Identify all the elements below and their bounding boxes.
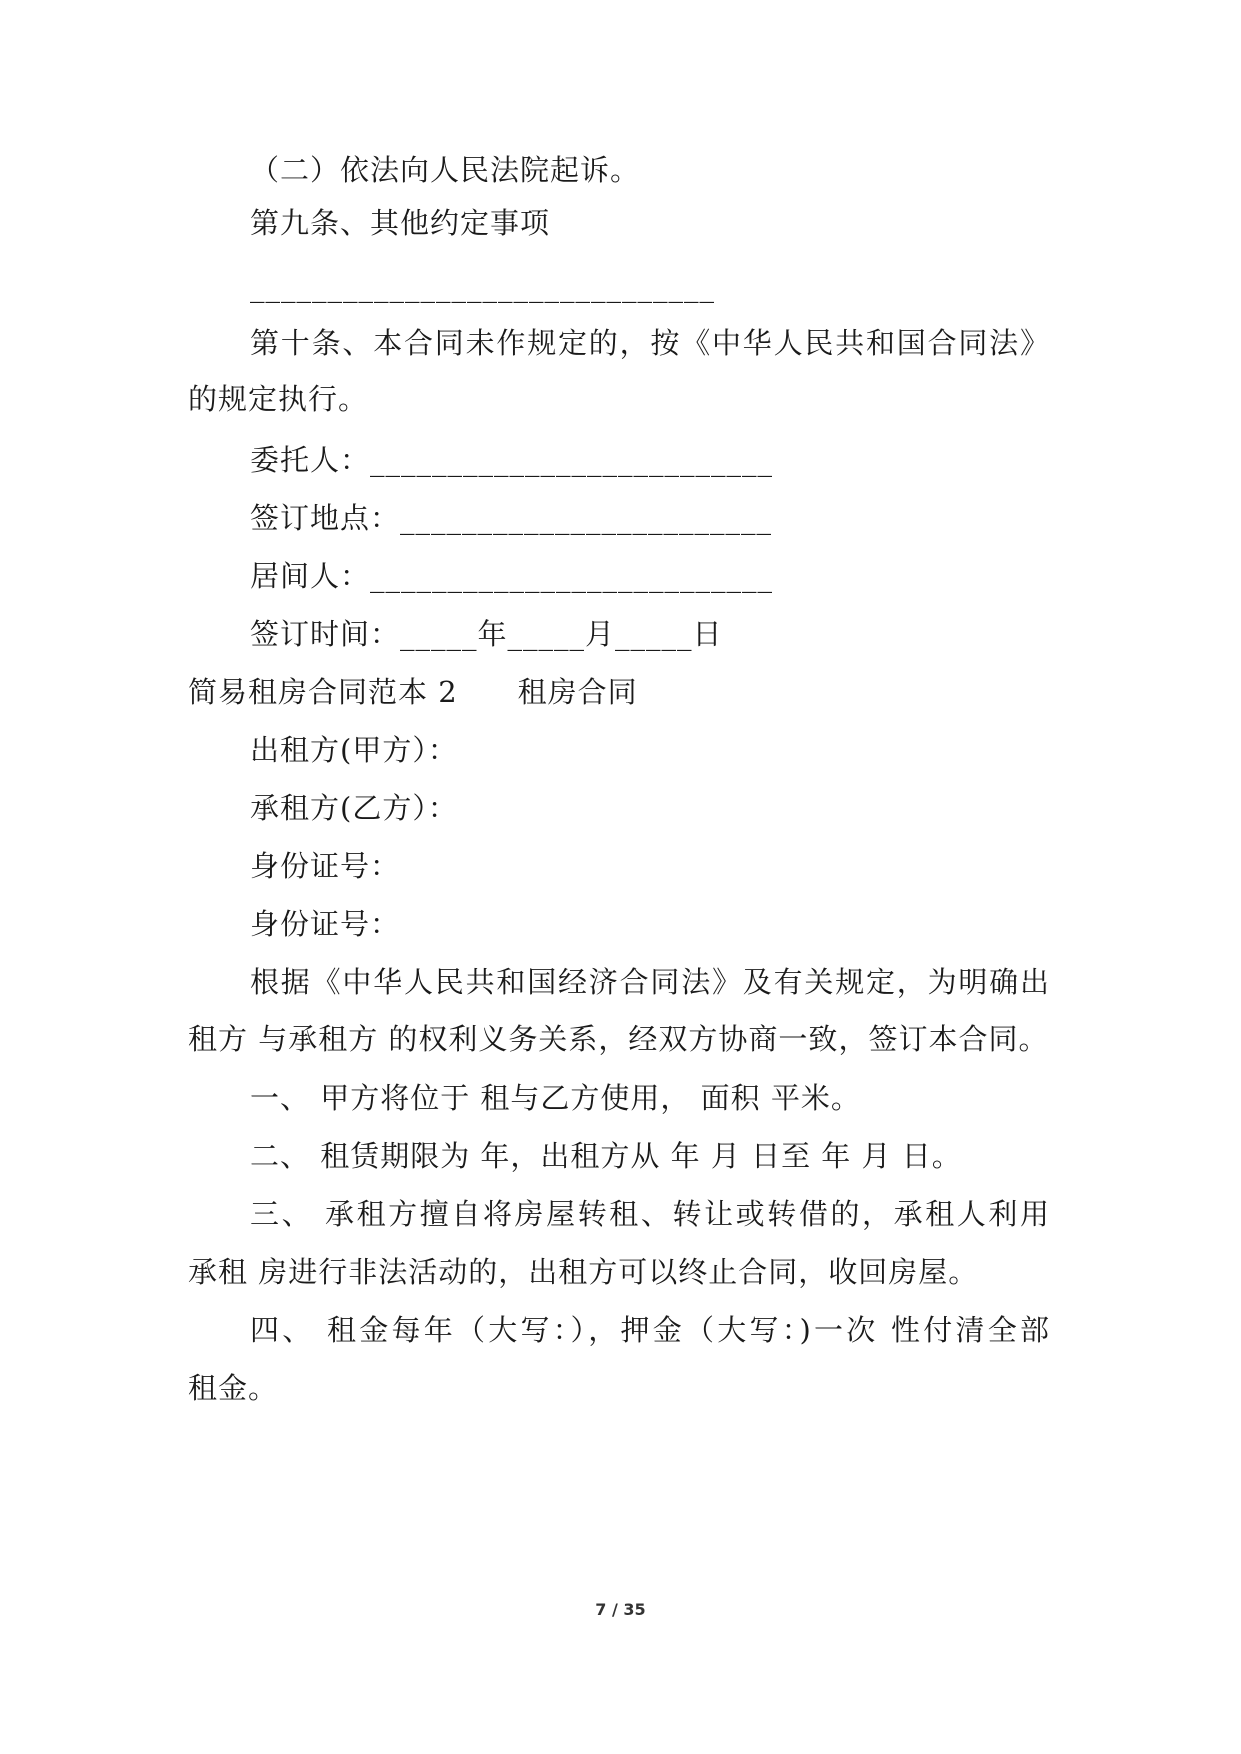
article-10-line-1: 第十条、本合同未作规定的，按《中华人民共和国合同法》 <box>250 326 1050 360</box>
term-2-line: 二、 租赁期限为 年，出租方从 年 月 日至 年 月 日。 <box>250 1139 962 1173</box>
term-3-line-2: 承租 房进行非法活动的，出租方可以终止合同，收回房屋。 <box>188 1255 979 1289</box>
principal-signature-line: 委托人：__________________________ <box>250 443 774 477</box>
signing-place-line: 签订地点：________________________ <box>250 501 773 535</box>
intermediary-signature-line: 居间人：__________________________ <box>250 559 774 593</box>
lessor-id-line: 身份证号： <box>250 849 401 883</box>
term-4-line-2: 租金。 <box>188 1371 279 1405</box>
lessee-line: 承租方(乙方）： <box>250 791 458 825</box>
preamble-line-1: 根据《中华人民共和国经济合同法》及有关规定，为明确出 <box>250 965 1050 999</box>
clause-8-item-2: （二）依法向人民法院起诉。 <box>250 153 641 187</box>
term-4-line-1: 四、 租金每年（大写：），押金（大写：)一次 性付清全部 <box>250 1313 1050 1347</box>
article-9-blank-line: ______________________________ <box>250 269 715 303</box>
lessor-line: 出租方(甲方）： <box>250 733 458 767</box>
page-number: 7 / 35 <box>595 1600 646 1619</box>
article-10-line-2: 的规定执行。 <box>188 382 369 416</box>
contract-2-title: 简易租房合同范本 2 租房合同 <box>188 675 638 709</box>
term-3-line-1: 三、 承租方擅自将房屋转租、转让或转借的，承租人利用 <box>250 1197 1050 1231</box>
lessee-id-line: 身份证号： <box>250 907 401 941</box>
preamble-line-2: 租方 与承租方 的权利义务关系，经双方协商一致，签订本合同。 <box>188 1022 1049 1056</box>
article-9-heading: 第九条、其他约定事项 <box>250 206 551 240</box>
term-1-line: 一、 甲方将位于 租与乙方使用， 面积 平米。 <box>250 1081 861 1115</box>
signing-date-line: 签订时间：_____年_____月_____日 <box>250 617 723 651</box>
